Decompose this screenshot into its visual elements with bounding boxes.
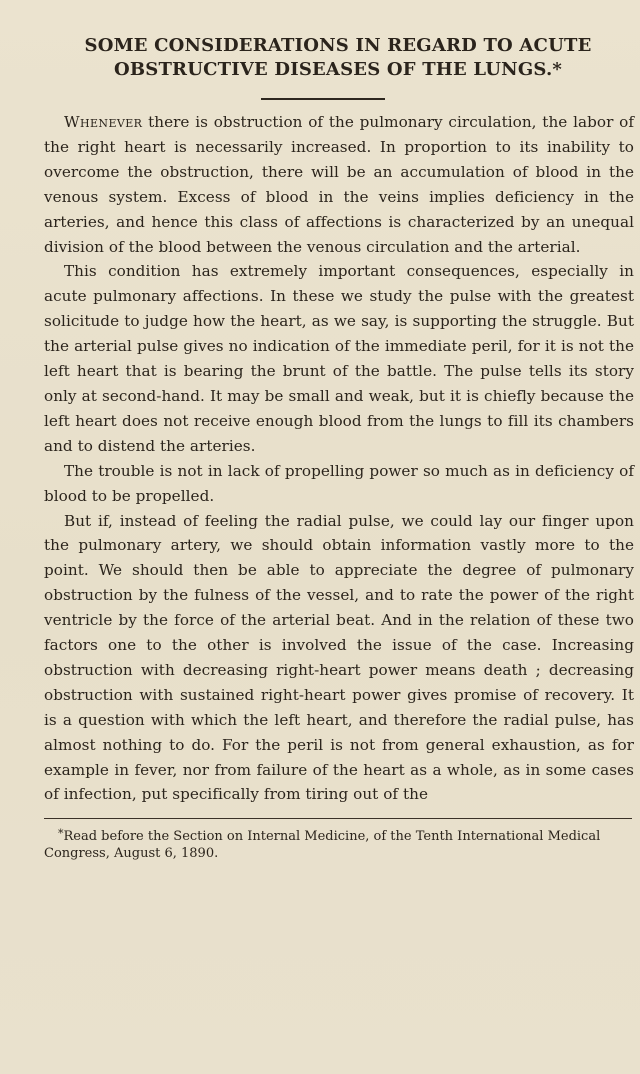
title-divider: [261, 98, 385, 100]
paragraph-3: The trouble is not in lack of propelling power so much as in deficiency of blood to be propelled.: [44, 461, 634, 505]
footnote-divider: [44, 818, 632, 819]
paragraph-4: But if, instead of feeling the radial pulse, we could lay our finger upon the pulmonary artery, we should obtain information vastly more to the point. We should then be able to appreciate the degree of pulmonary obstruction by the fulness of the vessel, and to rate the power of the right ventricle by the force of the arterial beat. And in the relation of these two factors one to the other is involved the issue of the case. Increasing obstruction with decreasing right-heart power means death ; decreasing obstruction with sustained right-heart power gives promise of recovery. It is a question with which the left heart, and therefore the radial pulse, has almost nothing to do. For the peril is not from general exhaustion, as for example in fever, nor from failure of the heart as a whole, as in some cases of infection, put specifically from tiring out of the: [44, 511, 634, 804]
title-line-2: OBSTRUCTIVE DISEASES OF THE LUNGS.*: [113, 59, 563, 80]
article-body: [44, 110, 634, 807]
article-title: [44, 34, 634, 82]
footnote: [44, 825, 634, 862]
title-line-1: SOME CONSIDERATIONS IN REGARD TO ACUTE: [84, 35, 592, 56]
paragraph-1: [44, 110, 634, 259]
lead-word: Whenever: [64, 113, 143, 131]
paragraph-1-text: there is obstruction of the pulmonary circulation, the labor of the right heart is necessarily increased. In proportion to its inability to overcome the obstruction, there will be an accumulation of blood in the venous system. Excess of blood in the veins implies deficiency in the arteries, and hence this class of affections is characterized by an unequal division of the blood between the venous circulation and the arterial.: [44, 113, 634, 256]
footnote-mark: *: [58, 827, 64, 841]
paragraph-2: This condition has extremely important consequences, especially in acute pulmonary affections. In these we study the pulse with the greatest solicitude to judge how the heart, as we say, is supporting the struggle. But the arterial pulse gives no indication of the immediate peril, for it is not the left heart that is bearing the brunt of the battle. The pulse tells its story only at second-hand. It may be small and weak, but it is chiefly because the left heart does not receive enough blood from the lungs to fill its chambers and to distend the arteries.: [44, 262, 634, 455]
footnote-text: Read before the Section on Internal Medicine, of the Tenth International Medical Congress, August 6, 1890.: [44, 829, 601, 862]
